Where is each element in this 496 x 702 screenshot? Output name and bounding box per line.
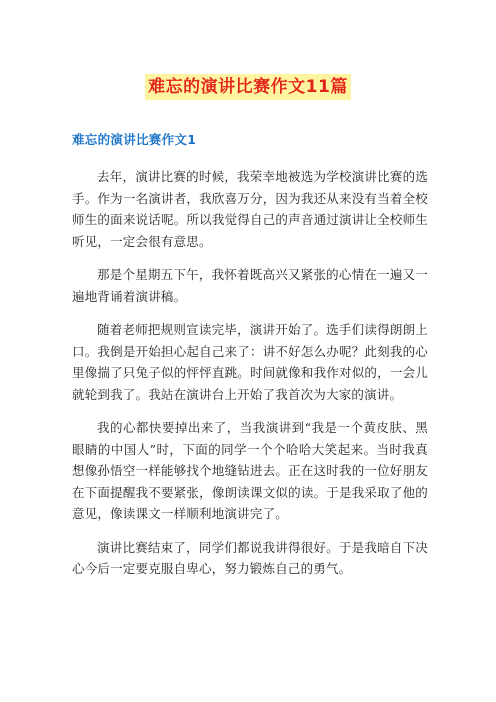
paragraph-2: 那是个星期五下午，我怀着既高兴又紧张的心情在一遍又一遍地背诵着演讲稿。 — [72, 267, 428, 304]
paragraph-1: 去年，演讲比赛的时候，我荣幸地被选为学校演讲比赛的选手。作为一名演讲者，我欣喜万分，因为我还从来没有当着全校师生的面来说话呢。所以我觉得自己的声音通过演讲让全校师生听见，一定会很有意思。 — [72, 169, 428, 249]
section-heading: 难忘的演讲比赛作文1 — [72, 132, 197, 147]
section-body — [72, 166, 428, 592]
paragraph-4: 我的心都快要掉出来了，当我演讲到“我是一个黄皮肤、黑眼睛的中国人”时，下面的同学一个个哈哈大笑起来。当时我真想像孙悟空一样能够找个地缝钻进去。正在这时我的一位好朋友在下面提醒我不要紧张，像朗读课文似的读。于是我采取了他的意见，像读课文一样顺利地演讲完了。 — [72, 420, 428, 521]
paragraph-3: 随着老师把规则宣读完毕，演讲开始了。选手们读得朗朗上口。我倒是开始担心起自己来了：讲不好怎么办呢？此刻我的心里像揣了只兔子似的怦怦直跳。时间就像和我作对似的，一会儿就轮到我了。我站在演讲台上开始了我首次为大家的演讲。 — [72, 322, 428, 402]
title-container — [0, 74, 496, 100]
paragraph-5: 演讲比赛结束了，同学们都说我讲得很好。于是我暗自下决心今后一定要克服自卑心，努力锻炼自己的勇气。 — [72, 539, 428, 576]
document-title: 难忘的演讲比赛作文11篇 — [145, 74, 351, 100]
